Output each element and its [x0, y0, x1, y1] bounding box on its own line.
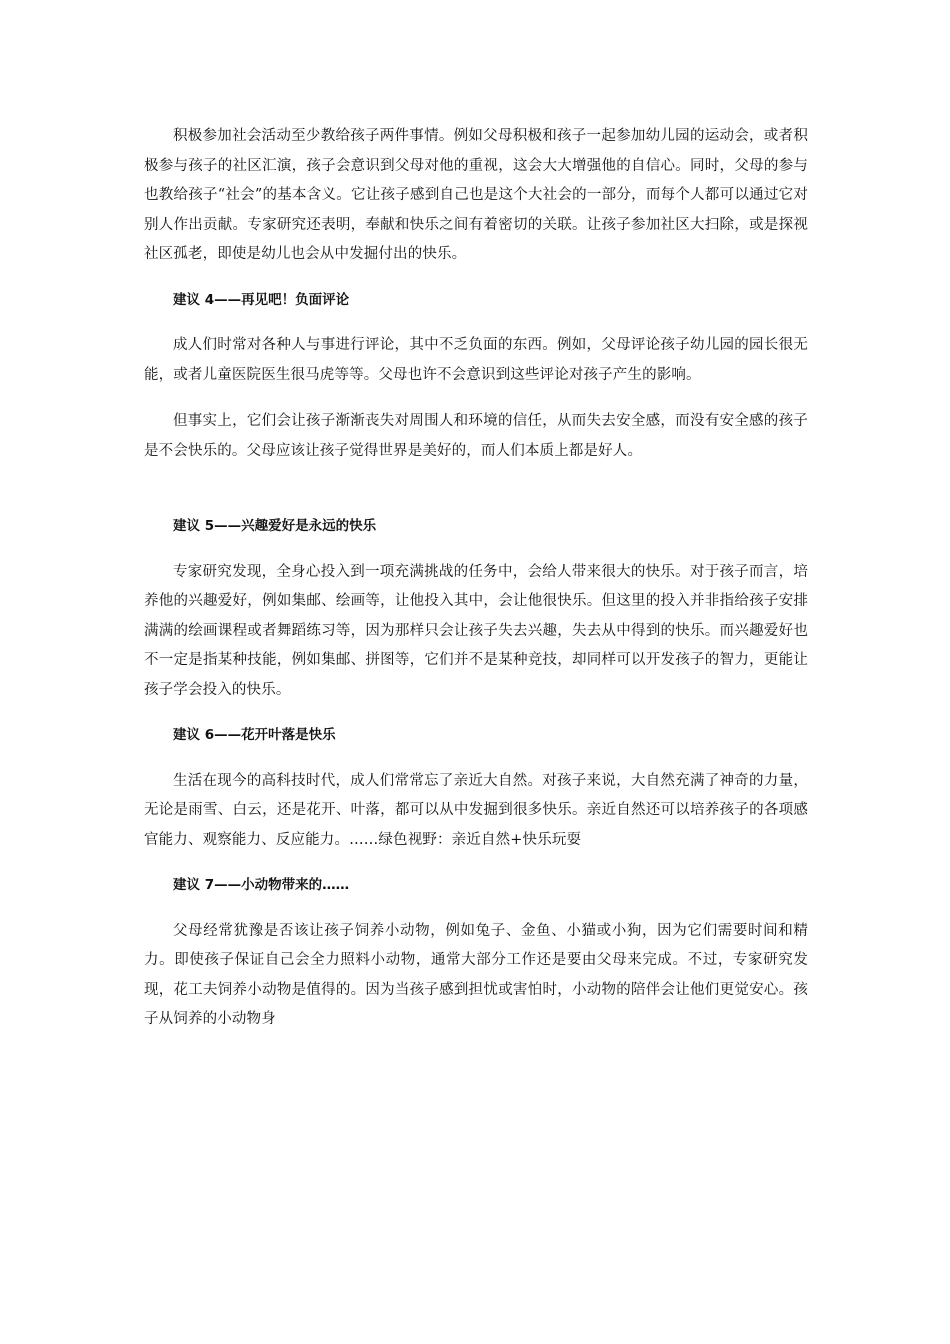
heading-suggestion-6: 建议 6——花开叶落是快乐: [173, 727, 336, 743]
paragraph-trust-security: 但事实上，它们会让孩子渐渐丧失对周围人和环境的信任，从而失去安全感，而没有安全感的孩子是不会快乐的。父母应该让孩子觉得世界是美好的，而人们本质上都是好人。: [144, 413, 808, 459]
spacer: [144, 390, 808, 407]
spacer: [144, 542, 808, 558]
paragraph-negative-comments: 成人们时常对各种人与事进行评论，其中不乏负面的东西。例如，父母评论孩子幼儿园的园长很无能，或者儿童医院医生很马虎等等。父母也许不会意识到这些评论对孩子产生的影响。: [144, 337, 808, 383]
spacer: [144, 705, 808, 721]
heading-suggestion-4: 建议 4——再见吧！负面评论: [173, 291, 350, 308]
document-page: [144, 122, 808, 1035]
spacer: [144, 315, 808, 331]
paragraph-nature: 生活在现今的高科技时代，成人们常常忘了亲近大自然。对孩子来说，大自然充满了神奇的力量，无论是雨雪、白云，还是花开、叶落，都可以从中发掘到很多快乐。亲近自然还可以培养孩子的各项感官能力、观察能力、反应能力。……绿色视野：亲近自然+快乐玩耍: [144, 772, 808, 848]
paragraph-hobbies: 专家研究发现，全身心投入到一项充满挑战的任务中，会给人带来很大的快乐。对于孩子而言，培养他的兴趣爱好，例如集邮、绘画等，让他投入其中，会让他很快乐。但这里的投入并非指给孩子安排满满的绘画课程或者舞蹈练习等，因为那样只会让孩子失去兴趣，失去从中得到的快乐。而兴趣爱好也不一定是指某种技能，例如集邮、拼图等，它们并不是某种竞技，却同样可以开发孩子的智力，更能让孩子学会投入的快乐。: [144, 563, 808, 698]
spacer: [144, 751, 808, 767]
paragraph-social-activities: 积极参加社会活动至少教给孩子两件事情。例如父母积极和孩子一起参加幼儿园的运动会，或者积极参与孩子的社区汇演，孩子会意识到父母对他的重视，这会大大增强他的自信心。同时，父母的参与也教给孩子“社会”的基本含义。它让孩子感到自己也是这个大社会的一部分，而每个人都可以通过它对别人作出贡献。专家研究还表明，奉献和快乐之间有着密切的关联。让孩子参加社区大扫除，或是探视社区孤老，即使是幼儿也会从中发掘付出的快乐。: [144, 128, 808, 262]
heading-suggestion-7: 建议 7——小动物带来的……: [173, 877, 350, 893]
paragraph-pets: 父母经常犹豫是否该让孩子饲养小动物，例如兔子、金鱼、小猫或小狗，因为它们需要时间和精力。即使孩子保证自己会全力照料小动物，通常大部分工作还是要由父母来完成。不过，专家研究发现，花工夫饲养小动物是值得的。因为当孩子感到担忧或害怕时，小动物的陪伴会让他们更觉安心。孩子从饲养的小动物身: [144, 922, 808, 1027]
spacer: [144, 901, 808, 917]
heading-suggestion-5: 建议 5——兴趣爱好是永远的快乐: [173, 518, 377, 534]
spacer: [144, 466, 808, 512]
spacer: [144, 270, 808, 286]
spacer: [144, 855, 808, 871]
